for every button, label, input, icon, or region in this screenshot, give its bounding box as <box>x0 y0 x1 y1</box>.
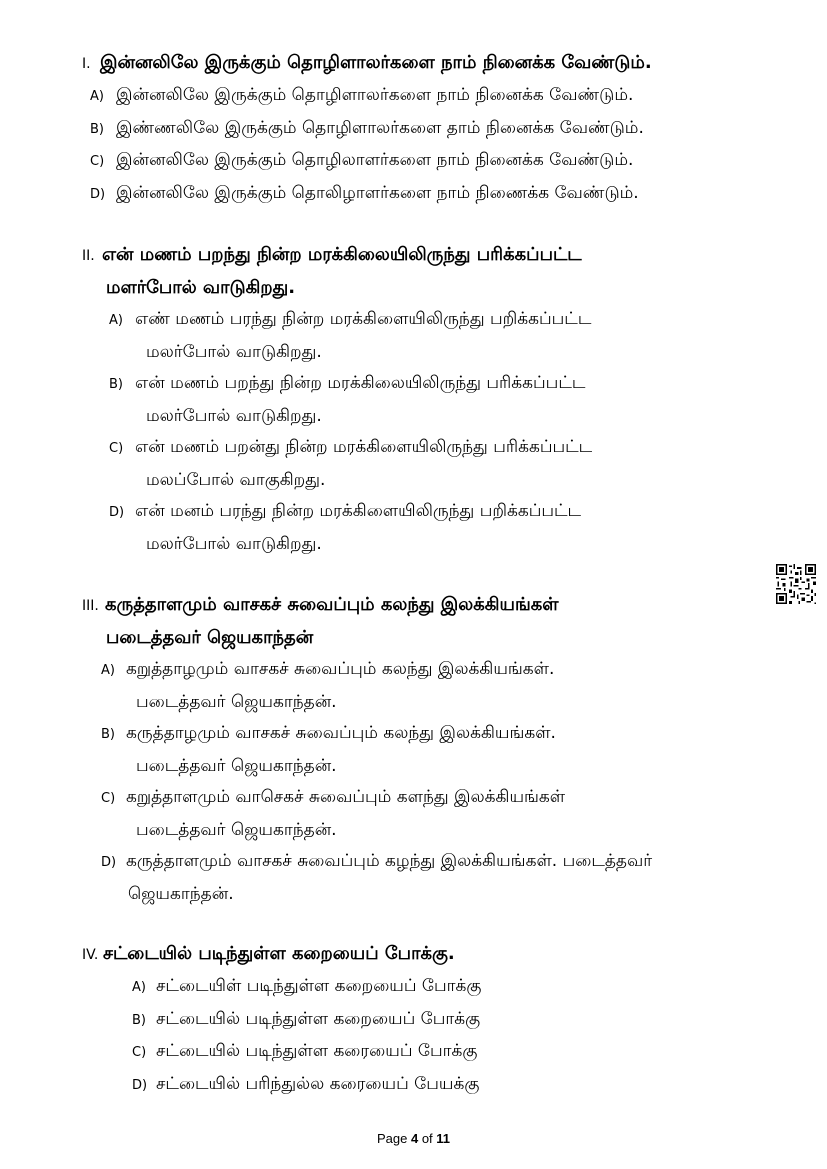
option-text: இண்ணலிலே இருக்கும் தொழிளாலர்களை தாம் நினைக்க வேண்டும். <box>116 117 644 138</box>
question-line: மளர்போல் வாடுகிறது. <box>106 277 296 298</box>
option-letter: C) <box>132 1045 147 1060</box>
question-number: IV. <box>82 947 99 963</box>
option-text: படைத்தவர் ஜெயகாந்தன். <box>136 819 337 840</box>
options-list <box>132 971 481 1101</box>
option-text: ஜெயகாந்தன். <box>128 883 234 904</box>
option-c[interactable] <box>101 782 652 846</box>
option-b[interactable] <box>109 368 592 432</box>
option-d[interactable] <box>90 178 652 211</box>
option-letter: B) <box>101 727 115 742</box>
option-c[interactable] <box>109 432 592 496</box>
page-total: 11 <box>436 1131 451 1146</box>
option-letter: D) <box>101 855 117 870</box>
option-text: சட்டையில் படிந்துள்ள கறையைப் போக்கு <box>156 1008 481 1029</box>
page-prefix: Page <box>376 1131 408 1146</box>
question-line: கருத்தாளமும் வாசகச் சுவைப்பும் கலந்து இலக்கியங்கள் <box>105 594 559 615</box>
option-d[interactable] <box>132 1069 481 1102</box>
question-number: III. <box>82 598 99 614</box>
question-line: என் மணம் பறந்து நின்ற மரக்கிலையிலிருந்து பரிக்கப்பட்ட <box>102 244 582 265</box>
page-current: 4 <box>410 1131 419 1146</box>
option-a[interactable] <box>109 304 592 368</box>
option-text: படைத்தவர் ஜெயகாந்தன். <box>136 755 337 776</box>
option-letter: B) <box>132 1012 146 1028</box>
option-letter: C) <box>101 791 116 806</box>
option-letter: A) <box>132 980 146 995</box>
option-letter: A) <box>90 89 104 104</box>
option-letter: A) <box>101 663 115 678</box>
option-text: மலர்போல் வாடுகிறது. <box>146 405 322 426</box>
option-text: இன்னலிலே இருக்கும் தொழிளாலர்களை நாம் நினைக்க வேண்டும். <box>116 85 634 105</box>
option-text: படைத்தவர் ஜெயகாந்தன். <box>136 691 337 712</box>
option-letter: D) <box>109 505 125 520</box>
option-text: கருத்தாளமும் வாசகச் சுவைப்பும் கழந்து இலக்கியங்கள். படைத்தவர் <box>126 851 653 871</box>
question-4 <box>82 938 481 1101</box>
question-line: சட்டையில் படிந்துள்ள கறையைப் போக்கு. <box>103 943 455 964</box>
question-4-text <box>82 938 481 971</box>
options-list <box>90 80 652 210</box>
option-text: கருத்தாழமும் வாசகச் சுவைப்பும் கலந்து இலக்கியங்கள். <box>126 723 556 743</box>
option-letter: C) <box>90 154 105 169</box>
option-c[interactable] <box>132 1036 481 1069</box>
option-letter: B) <box>109 377 123 392</box>
option-text: சட்டையிள் படிந்துள்ள கறையைப் போக்கு <box>156 976 482 996</box>
option-text: இன்னலிலே இருக்கும் தொலிழாளர்களை நாம் நிணைக்க வேண்டும். <box>116 182 639 203</box>
option-b[interactable] <box>90 113 652 146</box>
option-text: மலப்போல் வாகுகிறது. <box>146 469 326 490</box>
question-number: I. <box>82 56 91 72</box>
option-a[interactable] <box>132 971 481 1004</box>
option-a[interactable] <box>90 80 652 113</box>
option-text: இன்னலிலே இருக்கும் தொழிலாளர்களை நாம் நினைக்க வேண்டும். <box>116 150 634 170</box>
options-list <box>109 304 592 560</box>
page-footer <box>0 1131 827 1146</box>
option-d[interactable] <box>109 496 592 560</box>
option-text: மலர்போல் வாடுகிறது. <box>146 341 322 362</box>
question-2 <box>82 239 592 560</box>
option-text: என் மணம் பறந்து நின்ற மரக்கிலையிலிருந்து பரிக்கப்பட்ட <box>135 373 586 393</box>
question-1-text <box>82 47 652 80</box>
option-b[interactable] <box>101 718 652 782</box>
option-c[interactable] <box>90 145 652 178</box>
option-a[interactable] <box>101 654 652 718</box>
option-b[interactable] <box>132 1004 481 1037</box>
option-letter: C) <box>109 441 124 456</box>
option-letter: B) <box>90 121 104 137</box>
option-text: கறுத்தாழமும் வாசகச் சுவைப்பும் கலந்து இலக்கியங்கள். <box>126 659 555 679</box>
option-text: மலர்போல் வாடுகிறது. <box>146 533 322 554</box>
option-text: சட்டையில் படிந்துள்ள கரையைப் போக்கு <box>156 1041 478 1061</box>
option-letter: A) <box>109 313 123 328</box>
options-list <box>101 654 652 910</box>
option-text: எண் மணம் பரந்து நின்ற மரக்கிளையிலிருந்து பறிக்கப்பட்ட <box>135 309 592 329</box>
page-of: of <box>421 1131 433 1146</box>
option-text: என் மனம் பரந்து நின்ற மரக்கிளையிலிருந்து பறிக்கப்பட்ட <box>135 501 582 521</box>
option-text: என் மணம் பறன்து நின்ற மரக்கிளையிலிருந்து பரிக்கப்பட்ட <box>135 437 593 457</box>
question-3 <box>82 589 652 910</box>
option-d[interactable] <box>101 846 652 910</box>
question-number: II. <box>82 248 95 264</box>
option-text: சட்டையில் பரிந்துல்ல கரையைப் பேயக்கு <box>156 1073 480 1094</box>
option-letter: D) <box>132 1077 148 1093</box>
question-line: படைத்தவர் ஜெயகாந்தன் <box>106 627 314 648</box>
option-letter: D) <box>90 186 106 202</box>
question-2-text <box>82 239 592 304</box>
option-text: கறுத்தாளமும் வாசெகச் சுவைப்பும் களந்து இலக்கியங்கள் <box>126 787 566 807</box>
question-3-text <box>82 589 652 654</box>
question-1 <box>82 47 652 210</box>
question-line: இன்னலிலே இருக்கும் தொழிளாலர்களை நாம் நினைக்க வேண்டும். <box>100 52 652 73</box>
qr-code-icon <box>776 564 816 604</box>
